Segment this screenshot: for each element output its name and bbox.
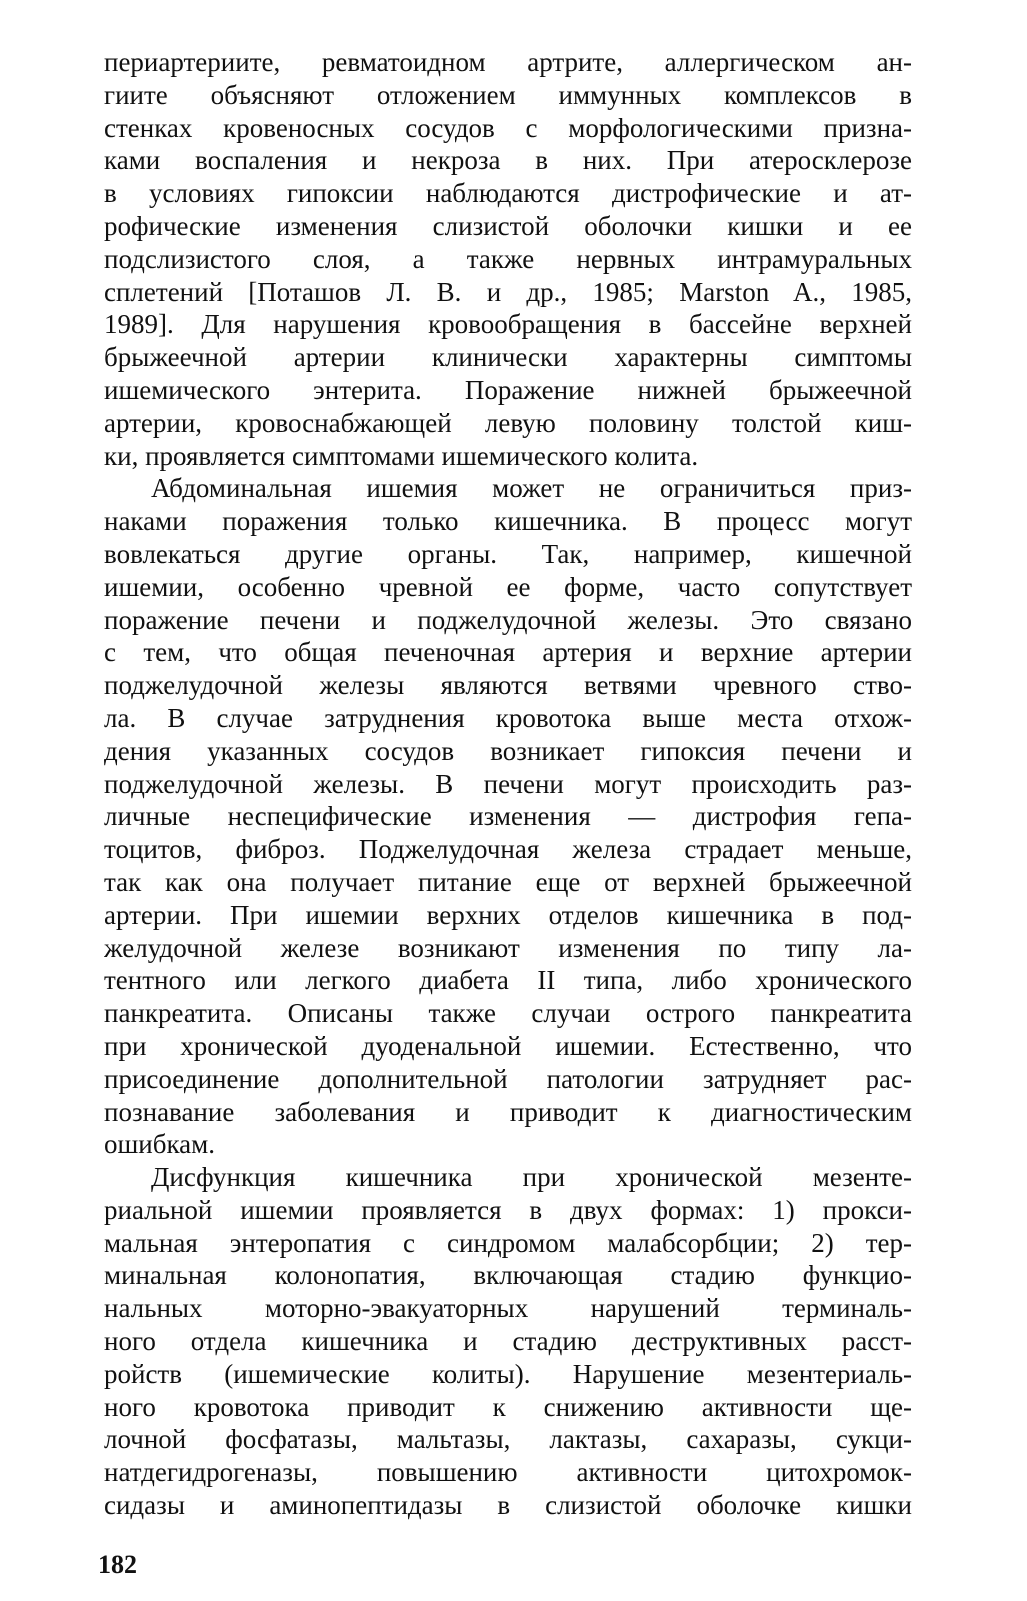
text-line: желудочной железе возникают изменения по типу ла- <box>104 932 912 963</box>
text-line: поджелудочной железы. В печени могут происходить раз- <box>104 768 912 799</box>
text-line: риальной ишемии проявляется в двух формах: 1) прокси- <box>104 1194 912 1225</box>
text-line: ки, проявляется симптомами ишемического колита. <box>104 440 699 471</box>
text-line: гиите объясняют отложением иммунных комплексов в <box>104 79 912 110</box>
text-line: артерии, кровоснабжающей левую половину толстой киш- <box>104 407 912 438</box>
text-line: Дисфункция кишечника при хронической мезенте- <box>151 1162 912 1193</box>
text-line: натдегидрогеназы, повышению активности цитохромок- <box>104 1457 912 1488</box>
text-line: вовлекаться другие органы. Так, например, кишечной <box>104 538 912 569</box>
text-line: периартериите, ревматоидном артрите, аллергическом ан- <box>104 47 912 77</box>
text-line: в условиях гипоксии наблюдаются дистрофические и ат- <box>104 178 912 209</box>
text-line: ошибкам. <box>104 1129 216 1160</box>
text-line: так как она получает питание еще от верхней брыжеечной <box>104 866 912 897</box>
paragraph-2 <box>104 472 912 1161</box>
text-line: ройств (ишемические колиты). Нарушение мезентериаль- <box>104 1358 912 1389</box>
text-line: сидазы и аминопептидазы в слизистой оболочке кишки <box>104 1490 912 1521</box>
text-line: поражение печени и поджелудочной железы. Это связано <box>104 604 912 635</box>
text-line: наками поражения только кишечника. В процесс могут <box>104 506 912 537</box>
text-line: присоединение дополнительной патологии затрудняет рас- <box>104 1063 912 1094</box>
text-line: ла. В случае затруднения кровотока выше места отхож- <box>104 702 912 733</box>
text-line: тентного или легкого диабета II типа, либо хронического <box>104 965 912 996</box>
text-line: дения указанных сосудов возникает гипоксия печени и <box>104 735 912 766</box>
text-line: ишемического энтерита. Поражение нижней брыжеечной <box>104 374 912 405</box>
text-line: тоцитов, фиброз. Поджелудочная железа страдает меньше, <box>104 834 912 865</box>
text-line: лочной фосфатазы, мальтазы, лактазы, сахаразы, сукци- <box>104 1424 912 1455</box>
page-number: 182 <box>98 1550 137 1579</box>
text-line: мальная энтеропатия с синдромом малабсорбции; 2) тер- <box>104 1227 912 1258</box>
text-line: брыжеечной артерии клинически характерны симптомы <box>104 342 912 373</box>
text-line: нальных моторно-эвакуаторных нарушений терминаль- <box>104 1293 912 1324</box>
text-line: при хронической дуоденальной ишемии. Естественно, что <box>104 1030 912 1061</box>
body-text <box>104 46 912 1522</box>
text-line: с тем, что общая печеночная артерия и верхние артерии <box>104 637 912 668</box>
text-line: артерии. При ишемии верхних отделов кишечника в под- <box>104 899 912 930</box>
text-line: Абдоминальная ишемия может не ограничиться приз- <box>151 473 912 504</box>
text-line: ишемии, особенно чревной ее форме, часто сопутствует <box>104 571 912 602</box>
paragraph-1 <box>104 46 912 472</box>
text-line: ного отдела кишечника и стадию деструктивных расст- <box>104 1326 912 1357</box>
paragraph-3 <box>104 1161 912 1522</box>
text-line: рофические изменения слизистой оболочки кишки и ее <box>104 210 912 241</box>
text-line: познавание заболевания и приводит к диагностическим <box>104 1096 912 1127</box>
text-line: сплетений [Поташов Л. В. и др., 1985; Marston A., 1985, <box>104 276 912 307</box>
text-line: личные неспецифические изменения — дистрофия гепа- <box>104 801 912 832</box>
text-line: панкреатита. Описаны также случаи острого панкреатита <box>104 998 912 1029</box>
text-line: поджелудочной железы являются ветвями чревного ство- <box>104 670 912 701</box>
text-line: ками воспаления и некроза в них. При атеросклерозе <box>104 145 912 176</box>
text-line: минальная колонопатия, включающая стадию функцио- <box>104 1260 912 1291</box>
text-line: подслизистого слоя, а также нервных интрамуральных <box>104 243 912 274</box>
text-line: ного кровотока приводит к снижению активности ще- <box>104 1391 912 1422</box>
text-line: стенках кровеносных сосудов с морфологическими призна- <box>104 112 912 143</box>
text-line: 1989]. Для нарушения кровообращения в бассейне верхней <box>104 309 912 340</box>
